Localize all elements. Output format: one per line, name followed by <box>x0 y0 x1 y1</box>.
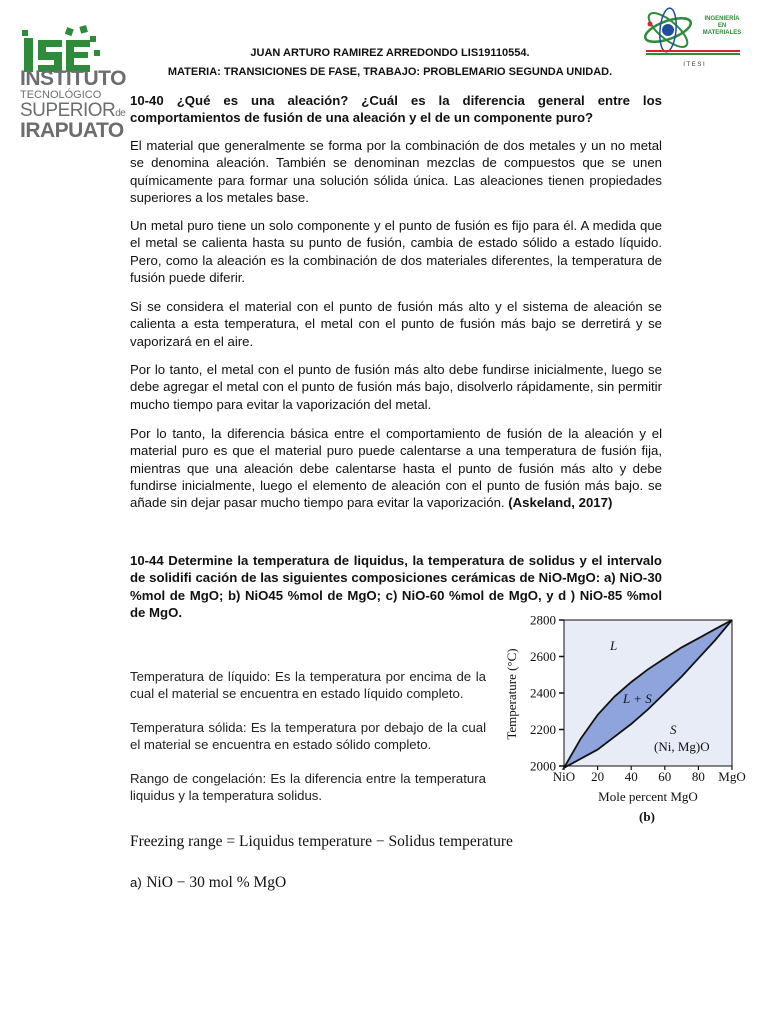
logo-line: TECNOLÓGICO <box>20 89 102 101</box>
logo-subtitle: I T E S I <box>683 62 705 68</box>
logo-line: INSTITUTO <box>20 67 126 90</box>
x-tick-label: 40 <box>624 769 638 784</box>
citation: (Askeland, 2017) <box>508 495 613 511</box>
x-tick-label: 20 <box>591 769 605 784</box>
x-tick-label: 80 <box>691 769 705 784</box>
answer-paragraph: Un metal puro tiene un solo componente y el punto de fusión es fijo para él. A medida que el metal se calienta hasta su punto de fusión, cambia de estado sólido a estado líquido. Pero, como la aleación es la combinación de dos materiales diferentes, la temperatura de fusión puede diferir. <box>130 218 662 285</box>
freezing-range-formula: Freezing range = Liquidus temperature − Solidus temperature <box>130 833 513 850</box>
logo-line: INGENIERÍA <box>704 16 740 22</box>
question-10-44: 10-44 Determine la temperatura de liquidus, la temperatura de solidus y el intervalo de solidifi cación de las siguientes composiciones cerámicas de NiO-MgO: a) NiO-30 %mol de MgO; b) NiO45 %mol de MgO; c) NiO-60 %mol de MgO, y d ) NiO-85 %mol de MgO. <box>130 553 662 620</box>
answer-paragraph: El material que generalmente se forma por la combinación de dos metales y un no metal se denomina aleación. También se denominan mezclas de compuestos que se unen químicamente para formar una solución sólida única. Las aleaciones tienen propiedades superiores a los metales base. <box>130 138 662 205</box>
logo-line: de <box>115 108 126 119</box>
region-label-solid: S <box>670 722 677 737</box>
answer-paragraph: Si se considera el material con el punto de fusión más alto y el sistema de aleación se calienta a esta temperatura, el metal con el punto de fusión más bajo se derretirá y se vaporizará en el aire. <box>130 299 662 349</box>
x-tick-label: NiO <box>552 769 576 784</box>
y-tick-label: 2800 <box>530 612 556 628</box>
logo-line: IRAPUATO <box>20 119 124 142</box>
part-a-formula: NiO − 30 mol % MgO <box>146 874 287 891</box>
subject-line: MATERIA: TRANSICIONES DE FASE, TRABAJO: PROBLEMARIO SEGUNDA UNIDAD. <box>167 66 613 78</box>
answer-paragraph: Por lo tanto, el metal con el punto de fusión más alto debe fundirse inicialmente, luego se debe agregar el metal con el punto de fusión más bajo, disolverlo rápidamente, sin permitir mucho tiempo para evitar la vaporización del metal. <box>130 362 662 412</box>
region-label-solid-phase: (Ni, Mg)O <box>654 739 710 754</box>
itesi-logo <box>640 4 744 72</box>
x-tick-label: MgO <box>718 769 746 784</box>
document-header <box>130 44 650 82</box>
y-tick-label: 2000 <box>530 758 556 774</box>
y-axis-label: Temperature (°C) <box>504 648 519 740</box>
y-tick-label: 2400 <box>530 685 556 701</box>
region-label-two-phase: L + S <box>623 691 652 706</box>
logo-line: EN <box>717 23 727 29</box>
definition-solidus: Temperatura sólida: Es la temperatura por debajo de la cual el material se encuentra en estado sólido completo. <box>130 720 486 753</box>
nio-mgo-phase-diagram <box>496 610 758 832</box>
region-label-liquid: L <box>610 638 618 653</box>
logo-line: MATERIALES <box>702 30 742 36</box>
conclusion-text: Por lo tanto, la diferencia básica entre el comportamiento de fusión de la aleación y el material puro es que el material puro puede calentarse a una temperatura de fusión fija, mientras que una aleación debe calentarse hasta el punto de fusión más alto y debe fundirse inicialmente, luego el elemento de aleación con el punto de fusión más bajo. se añade sin dejar pasar mucho tiempo para evitar la vaporización. <box>130 426 662 511</box>
y-tick-label: 2600 <box>530 649 556 664</box>
part-a <box>130 874 286 892</box>
logo-mark-icon <box>22 25 100 72</box>
chart-caption: (b) <box>639 809 655 824</box>
definition-freezing-range: Rango de congelación: Es la diferencia entre la temperatura liquidus y la temperatura solidus. <box>130 771 486 804</box>
atom-icon <box>642 7 693 52</box>
x-axis-label: Mole percent MgO <box>598 789 698 804</box>
instituto-logo-text <box>20 68 128 141</box>
author-line: JUAN ARTURO RAMIREZ ARREDONDO LIS19110554. <box>250 47 530 59</box>
question-10-40: 10-40 ¿Qué es una aleación? ¿Cuál es la diferencia general entre los comportamientos de fusión de una aleación y el de un componente puro? <box>130 93 662 126</box>
part-a-label: a) <box>130 875 142 890</box>
y-tick-label: 2200 <box>530 722 556 737</box>
answer-conclusion <box>130 425 662 511</box>
x-tick-label: 60 <box>658 769 672 784</box>
logo-line: SUPERIOR <box>20 100 116 121</box>
definition-liquidus: Temperatura de líquido: Es la temperatura por encima de la cual el material se encuentra en estado líquido completo. <box>130 669 486 702</box>
